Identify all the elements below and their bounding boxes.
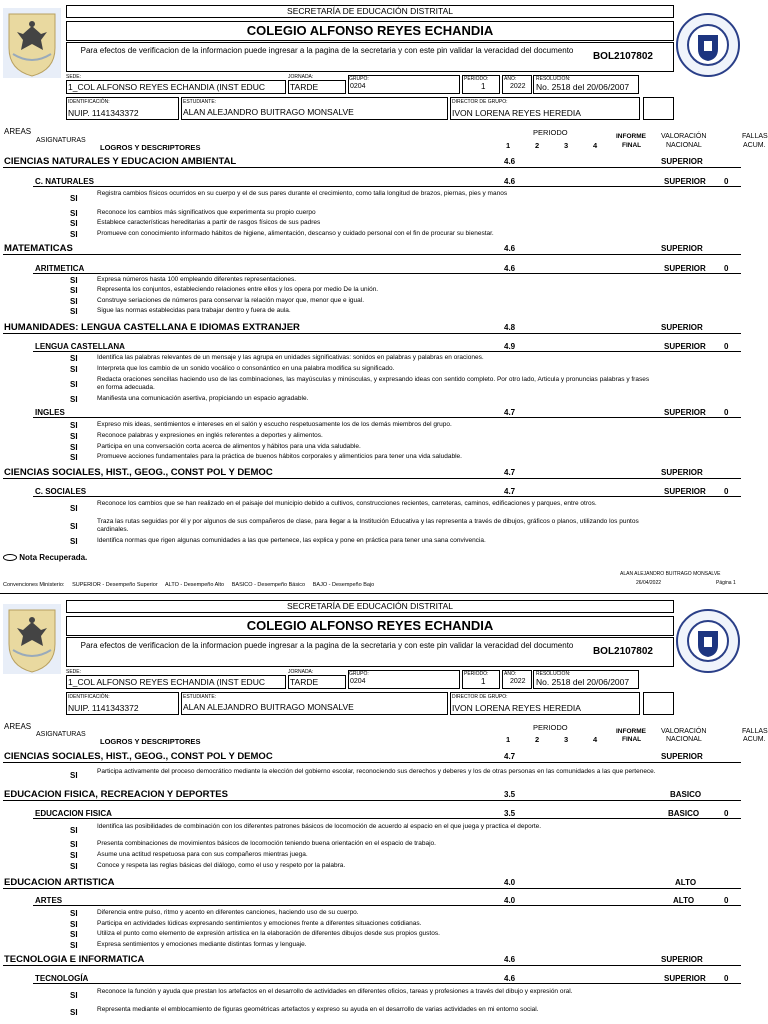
estudiante-value: ALAN ALEJANDRO BUITRAGO MONSALVE bbox=[183, 702, 354, 712]
periodo-label: PERIODO: bbox=[464, 76, 489, 82]
grupo-field bbox=[348, 75, 460, 94]
si-mark: SI bbox=[70, 862, 78, 871]
logro-text: Registra cambios físicos ocurridos en su cuerpo y el de sus pares durante el crecimiento, como talla longitud de brazos, piernas, pies y manos bbox=[97, 190, 508, 197]
estudiante-label: ESTUDIANTE: bbox=[183, 694, 217, 700]
school-name: COLEGIO ALFONSO REYES ECHANDIA bbox=[66, 21, 674, 41]
subject-scale: SUPERIOR bbox=[664, 408, 706, 417]
resolucion-value: No. 2518 del 20/06/2007 bbox=[536, 677, 630, 687]
area-grade: 4.8 bbox=[504, 323, 516, 332]
anio-value: 2022 bbox=[510, 83, 526, 90]
grupo-field bbox=[348, 670, 460, 689]
subject-fallas: 0 bbox=[724, 974, 729, 983]
subject-name: C. SOCIALES bbox=[35, 487, 87, 496]
valoracion-col: VALORACIÓN bbox=[661, 728, 707, 735]
subject-grade: 4.6 bbox=[504, 177, 516, 186]
logro-text: Reconoce los cambios que se han realizado en el paisaje del municipio debido a cultivos, construcciones recientes, carreteras, caminos, edificaciones y parques, entre otros. bbox=[97, 500, 597, 507]
asignaturas-col: ASIGNATURAS bbox=[36, 731, 86, 738]
subject-grade: 4.7 bbox=[504, 487, 516, 496]
logro-text: Reconoce los cambios más significativos que experimenta su propio cuerpo bbox=[97, 209, 316, 216]
nota-recuperada bbox=[3, 553, 87, 562]
si-mark: SI bbox=[70, 453, 78, 462]
subject-name: C. NATURALES bbox=[35, 177, 94, 186]
subject-fallas: 0 bbox=[724, 342, 729, 351]
subject-scale: SUPERIOR bbox=[664, 342, 706, 351]
bogota-shield-logo bbox=[3, 604, 61, 674]
subject-scale: SUPERIOR bbox=[664, 487, 706, 496]
area-row bbox=[3, 243, 741, 255]
director-field bbox=[450, 97, 640, 120]
footer-name: ALAN ALEJANDRO BUITRAGO MONSALVE bbox=[620, 571, 721, 577]
si-mark: SI bbox=[70, 522, 78, 531]
final-col: FINAL bbox=[622, 736, 642, 743]
subject-fallas: 0 bbox=[724, 809, 729, 818]
area-row bbox=[3, 156, 741, 168]
resolucion-label: RESOLUCIÓN: bbox=[536, 76, 571, 82]
area-name: CIENCIAS SOCIALES, HIST., GEOG., CONST POL Y DEMOC bbox=[4, 751, 273, 762]
anio-value: 2022 bbox=[510, 678, 526, 685]
subject-row bbox=[33, 341, 741, 352]
school-seal-logo bbox=[676, 13, 740, 77]
school-name: COLEGIO ALFONSO REYES ECHANDIA bbox=[66, 616, 674, 636]
secretaria-header: SECRETARÍA DE EDUCACIÓN DISTRITAL bbox=[66, 600, 674, 613]
si-mark: SI bbox=[70, 230, 78, 239]
resolucion-field bbox=[533, 75, 639, 94]
subject-scale: ALTO bbox=[673, 896, 695, 905]
fallas-col: FALLAS bbox=[742, 728, 768, 735]
acum-col: ACUM. bbox=[743, 142, 766, 149]
estudiante-value: ALAN ALEJANDRO BUITRAGO MONSALVE bbox=[183, 107, 354, 117]
verification-text: Para efectos de verificacion de la informacion puede ingresar a la pagina de la secretaria y con este pin validar la veracidad del documento bbox=[80, 46, 574, 55]
si-mark: SI bbox=[70, 194, 78, 203]
area-row bbox=[3, 751, 741, 763]
area-grade: 4.7 bbox=[504, 468, 516, 477]
logro-text: Interpreta que los cambio de un sonido vocálico o consonántico en una palabra modifica su significado. bbox=[97, 365, 395, 372]
jornada-field bbox=[288, 675, 346, 689]
logro-text: Expresa sentimientos y emociones mediante distintas formas y lenguaje. bbox=[97, 941, 307, 948]
director-label: DIRECTOR DE GRUPO: bbox=[452, 99, 508, 105]
logro-text: Asume una actitud respetuosa para con sus compañeros mientras juega. bbox=[97, 851, 308, 858]
subject-row bbox=[33, 973, 741, 984]
subject-fallas: 0 bbox=[724, 487, 729, 496]
si-mark: SI bbox=[70, 920, 78, 929]
si-mark: SI bbox=[70, 537, 78, 546]
identificacion-field bbox=[66, 97, 179, 120]
subject-name: EDUCACION FISICA bbox=[35, 809, 112, 818]
area-name: CIENCIAS SOCIALES, HIST., GEOG., CONST POL Y DEMOC bbox=[4, 467, 273, 478]
subject-grade: 3.5 bbox=[504, 809, 516, 818]
logro-text: Identifica las palabras relevantes de un mensaje y las agrupa en unidades significativas: sonidos en palabras y palabras en oraciones. bbox=[97, 354, 484, 361]
sede-value: 1_COL ALFONSO REYES ECHANDIA (INST EDUC bbox=[68, 82, 265, 92]
subject-scale: SUPERIOR bbox=[664, 177, 706, 186]
verification-box bbox=[66, 637, 674, 667]
jornada-label: JORNADA: bbox=[288, 669, 314, 675]
subject-row bbox=[33, 263, 741, 274]
sede-value: 1_COL ALFONSO REYES ECHANDIA (INST EDUC bbox=[68, 677, 265, 687]
subject-grade: 4.6 bbox=[504, 264, 516, 273]
grupo-value: 0204 bbox=[350, 83, 366, 90]
grupo-value: 0204 bbox=[350, 678, 366, 685]
logro-text: Conoce y respeta las reglas básicas del diálogo, como el uso y respeto por la palabra. bbox=[97, 862, 346, 869]
verification-text: Para efectos de verificacion de la informacion puede ingresar a la pagina de la secretaria y con este pin validar la veracidad del documento bbox=[80, 641, 574, 650]
si-mark: SI bbox=[70, 219, 78, 228]
logros-col: LOGROS Y DESCRIPTORES bbox=[100, 737, 201, 746]
logro-text: Reconoce la función y ayuda que prestan los artefactos en el desarrollo de actividades en diferentes oficios, tareas y profesiones a través del dibujo y expresión oral. bbox=[97, 988, 573, 995]
anio-label: AÑO: bbox=[504, 76, 517, 82]
area-scale: SUPERIOR bbox=[661, 752, 703, 761]
logro-text: Identifica las posibilidades de combinación con los diferentes patrones básicos de locomoción de acuerdo al espacio en el que juega y practica el deporte. bbox=[97, 823, 542, 830]
subject-fallas: 0 bbox=[724, 177, 729, 186]
area-grade: 4.7 bbox=[504, 752, 516, 761]
verification-box bbox=[66, 42, 674, 72]
secretaria-header: SECRETARÍA DE EDUCACIÓN DISTRITAL bbox=[66, 5, 674, 18]
logro-text: Promueve con conocimiento informado hábitos de higiene, alimentación, descanso y cuidado personal con el fin de procurar su bienestar. bbox=[97, 230, 494, 237]
area-scale: SUPERIOR bbox=[661, 244, 703, 253]
logro-text: Expresa números hasta 100 empleando diferentes representaciones. bbox=[97, 276, 297, 283]
jornada-label: JORNADA: bbox=[288, 74, 314, 80]
p3-col: 3 bbox=[564, 735, 569, 744]
logro-text: Utiliza el punto como elemento de expresión artística en la elaboración de diferentes dibujos desde sus propios gustos. bbox=[97, 930, 440, 937]
anio-field bbox=[502, 670, 532, 689]
resolucion-value: No. 2518 del 20/06/2007 bbox=[536, 82, 630, 92]
nacional-col: NACIONAL bbox=[666, 142, 702, 149]
area-row bbox=[3, 467, 741, 479]
nota-label: Nota Recuperada. bbox=[19, 553, 88, 562]
periodo-value: 1 bbox=[481, 82, 486, 91]
si-mark: SI bbox=[70, 991, 78, 1000]
subject-row bbox=[33, 486, 741, 497]
jornada-value: TARDE bbox=[290, 677, 319, 687]
p3-col: 3 bbox=[564, 141, 569, 150]
final-col: FINAL bbox=[622, 142, 642, 149]
logro-text: Presenta combinaciones de movimientos básicos de locomoción teniendo buena orientación en el espacio de trabajo. bbox=[97, 840, 436, 847]
blank-field bbox=[643, 97, 674, 120]
sede-field bbox=[66, 80, 286, 94]
jornada-value: TARDE bbox=[290, 82, 319, 92]
report-page-2 bbox=[0, 597, 768, 1024]
subject-name: ARITMETICA bbox=[35, 264, 85, 273]
bol-code: BOL2107802 bbox=[592, 51, 653, 62]
si-mark: SI bbox=[70, 395, 78, 404]
periodo-field bbox=[462, 670, 500, 689]
logro-text: Participa en actividades lúdicas expresando sentimientos y emociones frente a diferentes situaciones cotidianas. bbox=[97, 920, 422, 927]
area-row bbox=[3, 789, 741, 801]
logro-text: Representa mediante el emblocamiento de figuras geométricas artefactos y expreso su ayuda en el desarrollo de varias actividades en mi entorno social. bbox=[97, 1006, 539, 1013]
subject-scale: BASICO bbox=[668, 809, 700, 818]
periodo-col: PERIODO bbox=[533, 723, 568, 732]
logro-text: Sigue las normas establecidas para trabajar dentro y fuera de aula. bbox=[97, 307, 291, 314]
bol-code: BOL2107802 bbox=[592, 646, 653, 657]
logro-text: Manifiesta una comunicación asertiva, propiciando un espacio agradable. bbox=[97, 395, 309, 402]
school-seal-logo bbox=[676, 609, 740, 673]
valoracion-col: VALORACIÓN bbox=[661, 133, 707, 140]
subject-name: ARTES bbox=[35, 896, 63, 905]
periodo-label: PERIODO: bbox=[464, 671, 489, 677]
bogota-shield-logo bbox=[3, 8, 61, 78]
subject-fallas: 0 bbox=[724, 264, 729, 273]
subject-grade: 4.7 bbox=[504, 408, 516, 417]
logro-text: Participa activamente del proceso democrático mediante la elección del gobierno escolar, reconociendo sus derechos y deberes y los de otras personas en las comunidades a las que pertenece. bbox=[97, 768, 656, 775]
area-grade: 4.6 bbox=[504, 955, 516, 964]
logros-col: LOGROS Y DESCRIPTORES bbox=[100, 143, 201, 152]
subject-grade: 4.0 bbox=[504, 896, 516, 905]
si-mark: SI bbox=[70, 930, 78, 939]
footer-page: Página 1 bbox=[716, 580, 736, 586]
subject-fallas: 0 bbox=[724, 896, 729, 905]
si-mark: SI bbox=[70, 443, 78, 452]
area-name: EDUCACION FISICA, RECREACION Y DEPORTES bbox=[4, 789, 228, 800]
sede-label: SEDE: bbox=[66, 74, 82, 80]
table-header bbox=[0, 126, 768, 154]
si-mark: SI bbox=[70, 209, 78, 218]
subject-name: INGLES bbox=[35, 408, 65, 417]
area-scale: ALTO bbox=[675, 878, 697, 887]
si-mark: SI bbox=[70, 771, 78, 780]
area-scale: SUPERIOR bbox=[661, 955, 703, 964]
si-mark: SI bbox=[70, 1008, 78, 1017]
identificacion-label: IDENTIFICACIÓN: bbox=[68, 694, 110, 700]
logro-text: Identifica normas que rigen algunas comunidades a las que pertenece, las explica y pone en práctica para tener una sana convivencia. bbox=[97, 537, 486, 544]
sede-label: SEDE: bbox=[66, 669, 82, 675]
subject-row bbox=[33, 895, 741, 906]
subject-scale: SUPERIOR bbox=[664, 974, 706, 983]
subject-name: LENGUA CASTELLANA bbox=[35, 342, 125, 351]
logro-text: Redacta oraciones sencillas haciendo uso de las combinaciones, las mayúsculas y minúsculas, y expresando ideas con sentido completo. Por otro lado, Articula y pronuncias palabras y frases en forma adecuada. bbox=[97, 376, 650, 391]
area-grade: 3.5 bbox=[504, 790, 516, 799]
convenciones: Convenciones Ministerio: SUPERIOR - Desempeño Superior ALTO - Desempeño Alto BASICO - Desempeño Básico BAJO - Desempeño Bajo bbox=[3, 582, 375, 588]
area-row bbox=[3, 322, 741, 334]
informe-col: INFORME bbox=[616, 728, 646, 735]
estudiante-label: ESTUDIANTE: bbox=[183, 99, 217, 105]
subject-name: TECNOLOGÍA bbox=[35, 974, 89, 983]
subject-row bbox=[33, 407, 741, 418]
nacional-col: NACIONAL bbox=[666, 736, 702, 743]
subject-grade: 4.6 bbox=[504, 974, 516, 983]
grupo-label: GRUPO: bbox=[349, 671, 369, 677]
area-name: HUMANIDADES: LENGUA CASTELLANA E IDIOMAS EXTRANJER bbox=[4, 322, 300, 333]
subject-grade: 4.9 bbox=[504, 342, 516, 351]
si-mark: SI bbox=[70, 354, 78, 363]
table-header bbox=[0, 721, 768, 749]
director-value: IVON LORENA REYES HEREDIA bbox=[452, 108, 581, 118]
director-field bbox=[450, 692, 640, 715]
si-mark: SI bbox=[70, 286, 78, 295]
area-name: MATEMATICAS bbox=[4, 243, 73, 254]
jornada-field bbox=[288, 80, 346, 94]
area-row bbox=[3, 954, 741, 966]
logro-text: Representa los conjuntos, estableciendo relaciones entre ellos y los opera por medio De la unión. bbox=[97, 286, 379, 293]
logro-text: Traza las rutas seguidas por él y por algunos de sus compañeros de clase, para llegar a la Institución Educativa y las representa a través de dibujos, gráficos o planos, utilizando los puntos cardinales. bbox=[97, 518, 639, 533]
si-mark: SI bbox=[70, 826, 78, 835]
director-label: DIRECTOR DE GRUPO: bbox=[452, 694, 508, 700]
resolucion-label: RESOLUCIÓN: bbox=[536, 671, 571, 677]
si-mark: SI bbox=[70, 504, 78, 513]
blank-field bbox=[643, 692, 674, 715]
acum-col: ACUM. bbox=[743, 736, 766, 743]
subject-row bbox=[33, 176, 741, 187]
si-mark: SI bbox=[70, 840, 78, 849]
subject-scale: SUPERIOR bbox=[664, 264, 706, 273]
area-scale: SUPERIOR bbox=[661, 468, 703, 477]
p1-col: 1 bbox=[506, 735, 511, 744]
grupo-label: GRUPO: bbox=[349, 76, 369, 82]
identificacion-label: IDENTIFICACIÓN: bbox=[68, 99, 110, 105]
fallas-col: FALLAS bbox=[742, 133, 768, 140]
si-mark: SI bbox=[70, 851, 78, 860]
identificacion-field bbox=[66, 692, 179, 715]
area-grade: 4.0 bbox=[504, 878, 516, 887]
anio-field bbox=[502, 75, 532, 94]
p1-col: 1 bbox=[506, 141, 511, 150]
area-scale: SUPERIOR bbox=[661, 157, 703, 166]
estudiante-field bbox=[181, 97, 448, 120]
nota-oval-icon bbox=[3, 554, 17, 561]
si-mark: SI bbox=[70, 307, 78, 316]
subject-row bbox=[33, 808, 741, 819]
areas-col: AREAS bbox=[4, 722, 32, 731]
logro-text: Establece características hereditarias a partir de rasgos físicos de sus padres bbox=[97, 219, 321, 226]
p2-col: 2 bbox=[535, 141, 540, 150]
area-grade: 4.6 bbox=[504, 244, 516, 253]
p4-col: 4 bbox=[593, 735, 598, 744]
si-mark: SI bbox=[70, 365, 78, 374]
area-name: CIENCIAS NATURALES Y EDUCACION AMBIENTAL bbox=[4, 156, 237, 167]
informe-col: INFORME bbox=[616, 133, 646, 140]
identificacion-value: NUIP. 1141343372 bbox=[68, 703, 139, 713]
si-mark: SI bbox=[70, 941, 78, 950]
si-mark: SI bbox=[70, 909, 78, 918]
logro-text: Participa en una conversación corta acerca de alimentos y hábitos para una vida saludable. bbox=[97, 443, 361, 450]
logro-text: Expreso mis ideas, sentimientos e intereses en el salón y escucho respetuosamente los de los demás miembros del grupo. bbox=[97, 421, 452, 428]
subject-fallas: 0 bbox=[724, 408, 729, 417]
resolucion-field bbox=[533, 670, 639, 689]
sede-field bbox=[66, 675, 286, 689]
director-value: IVON LORENA REYES HEREDIA bbox=[452, 703, 581, 713]
periodo-value: 1 bbox=[481, 677, 486, 686]
si-mark: SI bbox=[70, 276, 78, 285]
footer-date: 26/04/2022 bbox=[636, 580, 662, 586]
p4-col: 4 bbox=[593, 141, 598, 150]
area-grade: 4.6 bbox=[504, 157, 516, 166]
area-name: TECNOLOGIA E INFORMATICA bbox=[4, 954, 145, 965]
identificacion-value: NUIP. 1141343372 bbox=[68, 108, 139, 118]
logro-text: Construye seriaciones de números para conservar la relación mayor que, menor que e igual. bbox=[97, 297, 365, 304]
area-name: EDUCACION ARTISTICA bbox=[4, 877, 115, 888]
area-scale: BASICO bbox=[670, 790, 702, 799]
si-mark: SI bbox=[70, 421, 78, 430]
page-divider bbox=[0, 593, 768, 594]
estudiante-field bbox=[181, 692, 448, 715]
periodo-field bbox=[462, 75, 500, 94]
logro-text: Diferencia entre pulso, ritmo y acento en diferentes canciones, haciendo uso de su cuerpo. bbox=[97, 909, 359, 916]
periodo-col: PERIODO bbox=[533, 128, 568, 137]
si-mark: SI bbox=[70, 297, 78, 306]
area-scale: SUPERIOR bbox=[661, 323, 703, 332]
logro-text: Promueve acciones fundamentales para la práctica de buenos hábitos corporales y alimenticios para tener una vida saludable. bbox=[97, 453, 462, 460]
si-mark: SI bbox=[70, 380, 78, 389]
area-row bbox=[3, 877, 741, 889]
areas-col: AREAS bbox=[4, 127, 32, 136]
p2-col: 2 bbox=[535, 735, 540, 744]
anio-label: AÑO: bbox=[504, 671, 517, 677]
logro-text: Reconoce palabras y expresiones en inglés referentes a deportes y alimentos. bbox=[97, 432, 323, 439]
si-mark: SI bbox=[70, 432, 78, 441]
asignaturas-col: ASIGNATURAS bbox=[36, 137, 86, 144]
